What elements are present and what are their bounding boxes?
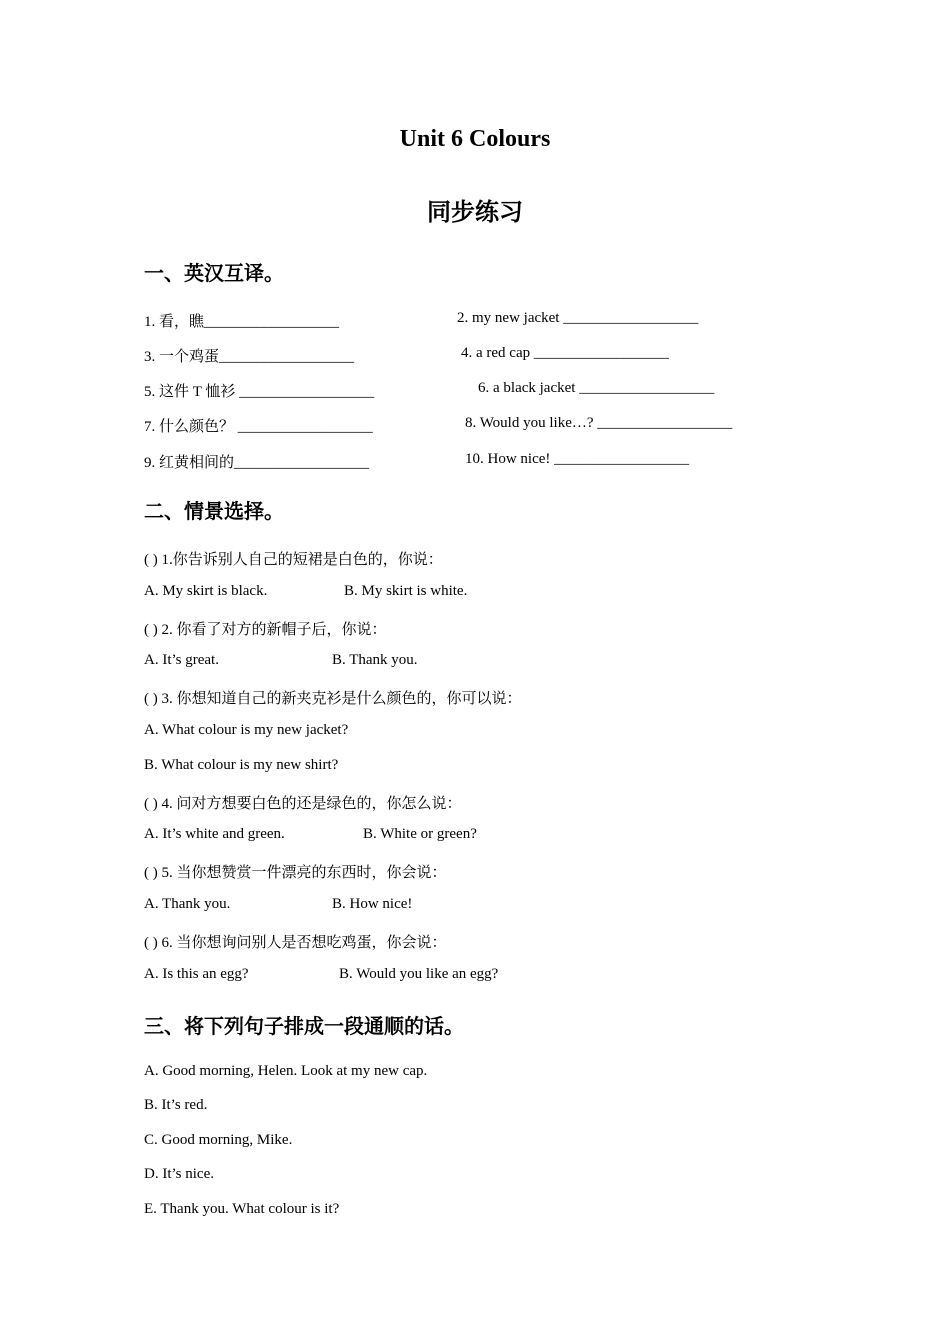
question-4-option-a: A. It’s white and green. <box>144 826 285 842</box>
section-1-heading: 一、英汉互译。 <box>144 263 284 285</box>
question-1-option-a: A. My skirt is black. <box>144 583 268 599</box>
question-4-option-b: B. White or green? <box>363 826 477 842</box>
translation-item-1: 1. 看，瞧__________________ <box>144 314 340 330</box>
section-3-heading: 三、将下列句子排成一段通顺的话。 <box>144 1016 464 1038</box>
question-6-option-b: B. Would you like an egg? <box>339 966 499 982</box>
question-2: ( ) 2. 你看了对方的新帽子后，你说： <box>144 622 387 638</box>
question-5-option-a: A. Thank you. <box>144 896 231 912</box>
sentence-a: A. Good morning, Helen. Look at my new cap. <box>144 1063 428 1079</box>
page-title: Unit 6 Colours <box>399 126 551 152</box>
translation-item-2: 2. my new jacket __________________ <box>457 310 699 326</box>
sentence-c: C. Good morning, Mike. <box>144 1132 293 1148</box>
question-3: ( ) 3. 你想知道自己的新夹克衫是什么颜色的，你可以说： <box>144 691 522 707</box>
question-1-option-b: B. My skirt is white. <box>344 583 468 599</box>
question-3-option-a: A. What colour is my new jacket? <box>144 722 349 738</box>
question-1: ( ) 1.你告诉别人自己的短裙是白色的，你说： <box>144 552 443 568</box>
translation-item-5: 5. 这件 T 恤衫 __________________ <box>144 384 375 400</box>
question-3-option-b: B. What colour is my new shirt? <box>144 757 339 773</box>
sentence-b: B. It’s red. <box>144 1097 208 1113</box>
question-6-option-a: A. Is this an egg? <box>144 966 249 982</box>
translation-item-3: 3. 一个鸡蛋__________________ <box>144 349 355 365</box>
translation-item-8: 8. Would you like…? __________________ <box>465 415 733 431</box>
question-5-option-b: B. How nice! <box>332 896 413 912</box>
translation-item-10: 10. How nice! __________________ <box>465 451 690 467</box>
question-2-option-a: A. It’s great. <box>144 652 219 668</box>
translation-item-7: 7. 什么颜色？ __________________ <box>144 419 373 435</box>
section-2-heading: 二、情景选择。 <box>144 501 284 523</box>
question-5: ( ) 5. 当你想赞赏一件漂亮的东西时，你会说： <box>144 865 447 881</box>
sentence-e: E. Thank you. What colour is it? <box>144 1201 340 1217</box>
sentence-d: D. It’s nice. <box>144 1166 214 1182</box>
page-subtitle: 同步练习 <box>427 200 523 226</box>
translation-item-4: 4. a red cap __________________ <box>461 345 669 361</box>
translation-item-9: 9. 红黄相间的__________________ <box>144 455 370 471</box>
question-4: ( ) 4. 问对方想要白色的还是绿色的，你怎么说： <box>144 796 462 812</box>
translation-item-6: 6. a black jacket __________________ <box>478 380 715 396</box>
question-2-option-b: B. Thank you. <box>332 652 418 668</box>
question-6: ( ) 6. 当你想询问别人是否想吃鸡蛋，你会说： <box>144 935 447 951</box>
